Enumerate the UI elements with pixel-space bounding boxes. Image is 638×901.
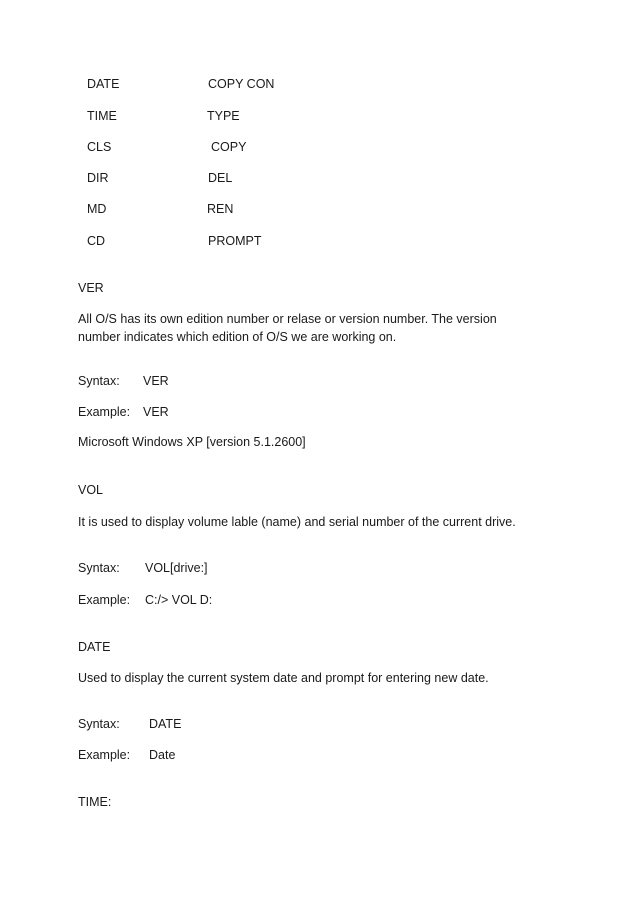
command-right-3: COPY bbox=[211, 140, 247, 154]
section-heading: VER bbox=[78, 281, 104, 295]
command-left-2: TIME bbox=[87, 109, 117, 123]
syntax-value: VER bbox=[143, 374, 169, 388]
command-right-4: DEL bbox=[208, 171, 233, 185]
command-left-3: CLS bbox=[87, 140, 112, 154]
section-description: All O/S has its own edition number or relase or version number. The version number indicates which edition of O/S we are working on. bbox=[78, 312, 497, 344]
command-right-1: COPY CON bbox=[208, 77, 275, 91]
command-left-4: DIR bbox=[87, 171, 109, 185]
section-heading: VOL bbox=[78, 483, 104, 497]
syntax-value: DATE bbox=[149, 717, 182, 731]
command-right-5: REN bbox=[207, 202, 234, 216]
command-right-6: PROMPT bbox=[208, 234, 262, 248]
command-right-2: TYPE bbox=[207, 109, 240, 123]
example-label: Example: bbox=[78, 405, 131, 419]
command-left-6: CD bbox=[87, 234, 106, 248]
syntax-label: Syntax: bbox=[78, 717, 120, 731]
syntax-label: Syntax: bbox=[78, 374, 120, 388]
example-value: VER bbox=[143, 405, 169, 419]
example-label: Example: bbox=[78, 593, 131, 607]
section-description: Used to display the current system date and prompt for entering new date. bbox=[78, 671, 489, 685]
command-left-1: DATE bbox=[87, 77, 120, 91]
syntax-value: VOL[drive:] bbox=[145, 561, 208, 575]
command-output: Microsoft Windows XP [version 5.1.2600] bbox=[78, 435, 306, 449]
syntax-label: Syntax: bbox=[78, 561, 120, 575]
example-value: C:/> VOL D: bbox=[145, 593, 213, 607]
section-heading: DATE bbox=[78, 640, 111, 654]
example-value: Date bbox=[149, 748, 176, 762]
example-label: Example: bbox=[78, 748, 131, 762]
command-left-5: MD bbox=[87, 202, 107, 216]
section-description: It is used to display volume lable (name) and serial number of the current drive. bbox=[78, 515, 516, 529]
section-heading: TIME: bbox=[78, 795, 112, 809]
